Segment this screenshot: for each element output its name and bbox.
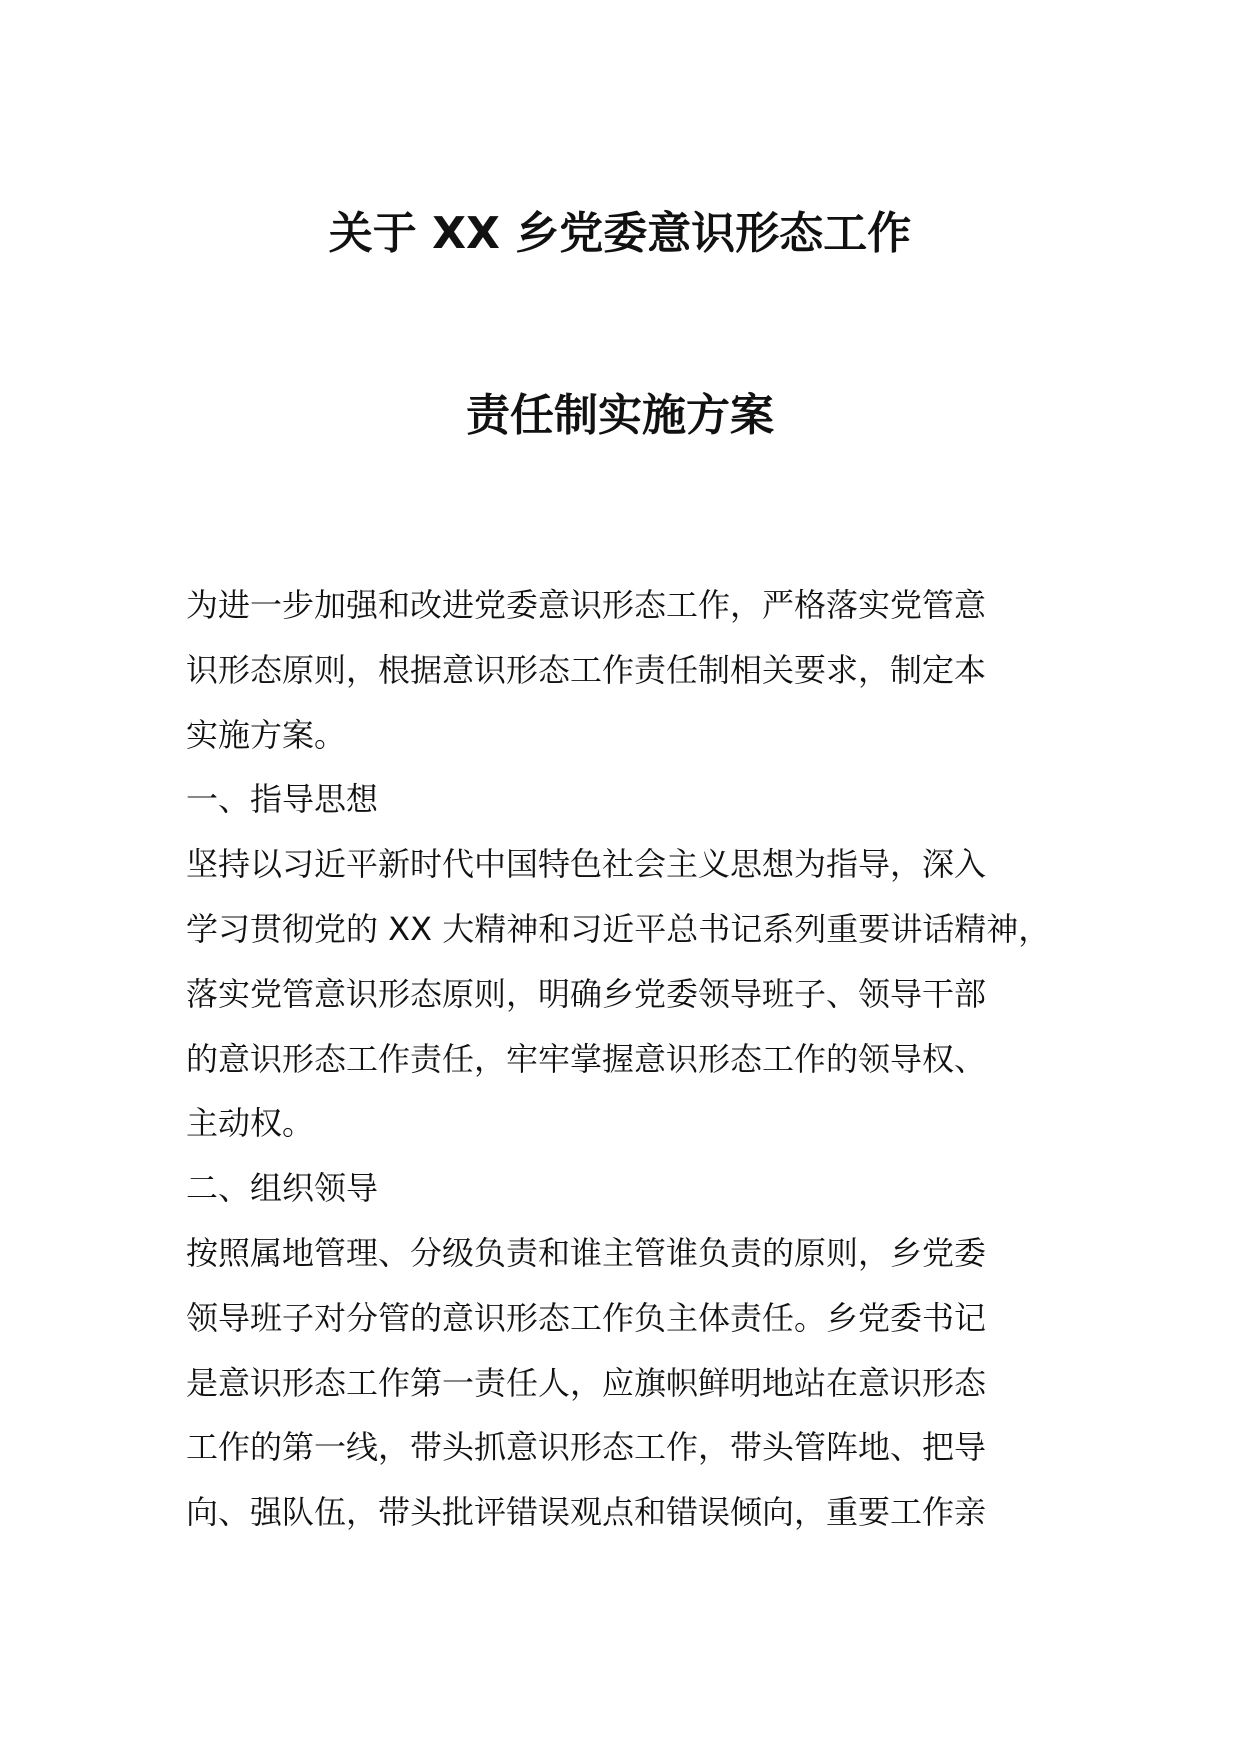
body-line: 实施方案。 bbox=[186, 715, 347, 754]
body-line: 按照属地管理、分级负责和谁主管谁负责的原则，乡党委 bbox=[186, 1233, 987, 1272]
section-heading-guiding-ideology: 一、指导思想 bbox=[186, 780, 379, 819]
section-heading-organization-leadership: 二、组织领导 bbox=[186, 1169, 379, 1208]
body-line: 为进一步加强和改进党委意识形态工作，严格落实党管意 bbox=[186, 586, 987, 624]
document-title-line-2: 责任制实施方案 bbox=[466, 390, 774, 441]
body-line: 学习贯彻党的 XX 大精神和习近平总书记系列重要讲话精神， bbox=[186, 909, 1051, 948]
body-line: 坚持以习近平新时代中国特色社会主义思想为指导，深入 bbox=[186, 845, 987, 884]
body-line: 落实党管意识形态原则，明确乡党委领导班子、领导干部 bbox=[186, 974, 987, 1013]
body-line: 是意识形态工作第一责任人，应旗帜鲜明地站在意识形态 bbox=[186, 1363, 987, 1402]
body-line: 识形态原则，根据意识形态工作责任制相关要求，制定本 bbox=[186, 650, 987, 689]
body-line: 主动权。 bbox=[186, 1104, 315, 1143]
body-line: 领导班子对分管的意识形态工作负主体责任。乡党委书记 bbox=[186, 1298, 987, 1337]
body-line: 工作的第一线，带头抓意识形态工作，带头管阵地、把导 bbox=[186, 1428, 987, 1467]
document-title-line-1: 关于 XX 乡党委意识形态工作 bbox=[328, 208, 912, 259]
body-line: 向、强队伍，带头批评错误观点和错误倾向，重要工作亲 bbox=[186, 1493, 987, 1532]
body-line: 的意识形态工作责任，牢牢掌握意识形态工作的领导权、 bbox=[186, 1039, 987, 1078]
document-body bbox=[186, 573, 1086, 1545]
